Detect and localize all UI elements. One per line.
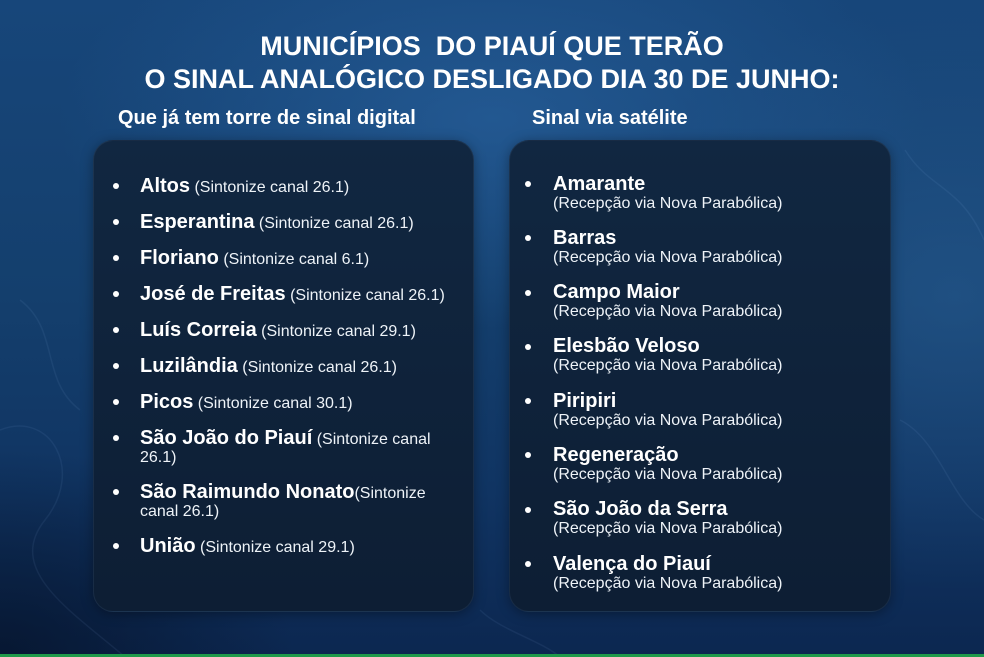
municipality-name: Amarante — [553, 172, 646, 195]
list-item — [524, 500, 890, 538]
list-item — [112, 357, 473, 375]
reception-info: (Recepção via Nova Parabólica) — [553, 465, 783, 483]
item-text — [553, 552, 873, 593]
item-text — [140, 429, 458, 465]
list-item — [524, 552, 890, 593]
item-text — [553, 389, 873, 430]
bullet-icon — [524, 175, 553, 194]
list-item — [112, 429, 473, 465]
municipality-name: Altos — [140, 175, 190, 197]
list-item — [524, 389, 890, 430]
bullet-icon — [524, 500, 553, 519]
list-item — [112, 321, 473, 339]
list-item — [112, 483, 473, 519]
municipality-name: Luzilândia — [140, 355, 238, 377]
channel-info: (Sintonize canal 26.1) — [190, 179, 350, 196]
digital-municipalities-list — [112, 177, 473, 555]
bullet-icon — [524, 229, 553, 248]
bullet-icon — [112, 213, 140, 231]
item-text — [553, 337, 873, 375]
satellite-municipalities-panel — [509, 140, 891, 612]
digital-column-heading: Que já tem torre de sinal digital — [118, 107, 416, 129]
bullet-icon — [524, 392, 553, 411]
list-item — [524, 283, 890, 321]
bullet-icon — [112, 321, 140, 339]
channel-info: (Sintonize canal 26.1) — [140, 431, 431, 466]
municipality-name: Regeneração — [553, 443, 679, 466]
item-text — [140, 483, 458, 519]
item-text — [140, 213, 458, 231]
bullet-icon — [524, 337, 553, 356]
municipality-name: Elesbão Veloso — [553, 335, 700, 358]
bullet-icon — [524, 283, 553, 302]
channel-info: (Sintonize canal 30.1) — [193, 395, 353, 412]
bullet-icon — [112, 177, 140, 195]
channel-info: (Sintonize canal 26.1) — [285, 287, 445, 304]
satellite-municipalities-list — [524, 172, 890, 593]
item-text — [140, 249, 458, 267]
reception-info: (Recepção via Nova Parabólica) — [553, 303, 783, 321]
reception-info: (Recepção via Nova Parabólica) — [553, 574, 783, 592]
item-text — [140, 285, 458, 303]
page-title — [0, 30, 984, 96]
reception-info: (Recepção via Nova Parabólica) — [553, 411, 783, 429]
municipality-name: Campo Maior — [553, 281, 680, 304]
municipality-name: Barras — [553, 226, 617, 249]
municipality-name: Floriano — [140, 247, 219, 269]
bullet-icon — [524, 446, 553, 465]
list-item — [112, 285, 473, 303]
item-text — [140, 177, 458, 195]
list-item — [112, 393, 473, 411]
list-item — [524, 226, 890, 267]
channel-info: (Sintonize canal 29.1) — [256, 323, 416, 340]
list-item — [112, 213, 473, 231]
channel-info: (Sintonize canal 26.1) — [237, 359, 397, 376]
channel-info: (Sintonize canal 26.1) — [254, 215, 414, 232]
municipality-name: São João da Serra — [553, 498, 728, 521]
item-text — [140, 393, 458, 411]
bullet-icon — [524, 555, 553, 574]
municipality-name: São Raimundo Nonato — [140, 481, 355, 503]
bullet-icon — [112, 483, 140, 501]
item-text — [553, 226, 873, 267]
municipality-name: Esperantina — [140, 211, 255, 233]
reception-info: (Recepção via Nova Parabólica) — [553, 248, 783, 266]
list-item — [112, 249, 473, 267]
item-text — [553, 283, 873, 321]
municipality-name: José de Freitas — [140, 283, 286, 305]
reception-info: (Recepção via Nova Parabólica) — [553, 194, 783, 212]
channel-info: (Sintonize canal 6.1) — [218, 251, 370, 268]
satellite-column-heading: Sinal via satélite — [532, 107, 688, 129]
item-text — [553, 500, 873, 538]
municipality-name: Luís Correia — [140, 319, 257, 341]
list-item — [524, 337, 890, 375]
bullet-icon — [112, 285, 140, 303]
municipality-name: Valença do Piauí — [553, 552, 711, 575]
list-item — [112, 177, 473, 195]
channel-info: (Sintonize canal 26.1) — [140, 485, 426, 520]
item-text — [140, 357, 458, 375]
list-item — [524, 443, 890, 484]
bullet-icon — [112, 537, 140, 555]
item-text — [140, 321, 458, 339]
bullet-icon — [112, 357, 140, 375]
municipality-name: União — [140, 535, 196, 557]
item-text — [140, 537, 458, 555]
municipality-name: São João do Piauí — [140, 427, 313, 449]
digital-municipalities-panel — [93, 140, 474, 612]
list-item — [112, 537, 473, 555]
bullet-icon — [112, 393, 140, 411]
reception-info: (Recepção via Nova Parabólica) — [553, 357, 783, 375]
municipality-name: Picos — [140, 391, 194, 413]
title-line-1: MUNICÍPIOS DO PIAUÍ QUE TERÃO — [260, 31, 724, 61]
bullet-icon — [112, 249, 140, 267]
title-line-2: O SINAL ANALÓGICO DESLIGADO DIA 30 DE JUNHO: — [144, 64, 840, 94]
reception-info: (Recepção via Nova Parabólica) — [553, 520, 783, 538]
item-text — [553, 172, 873, 213]
list-item — [524, 172, 890, 213]
municipality-name: Piripiri — [553, 389, 617, 412]
channel-info: (Sintonize canal 29.1) — [195, 539, 355, 556]
item-text — [553, 443, 873, 484]
bullet-icon — [112, 429, 140, 447]
